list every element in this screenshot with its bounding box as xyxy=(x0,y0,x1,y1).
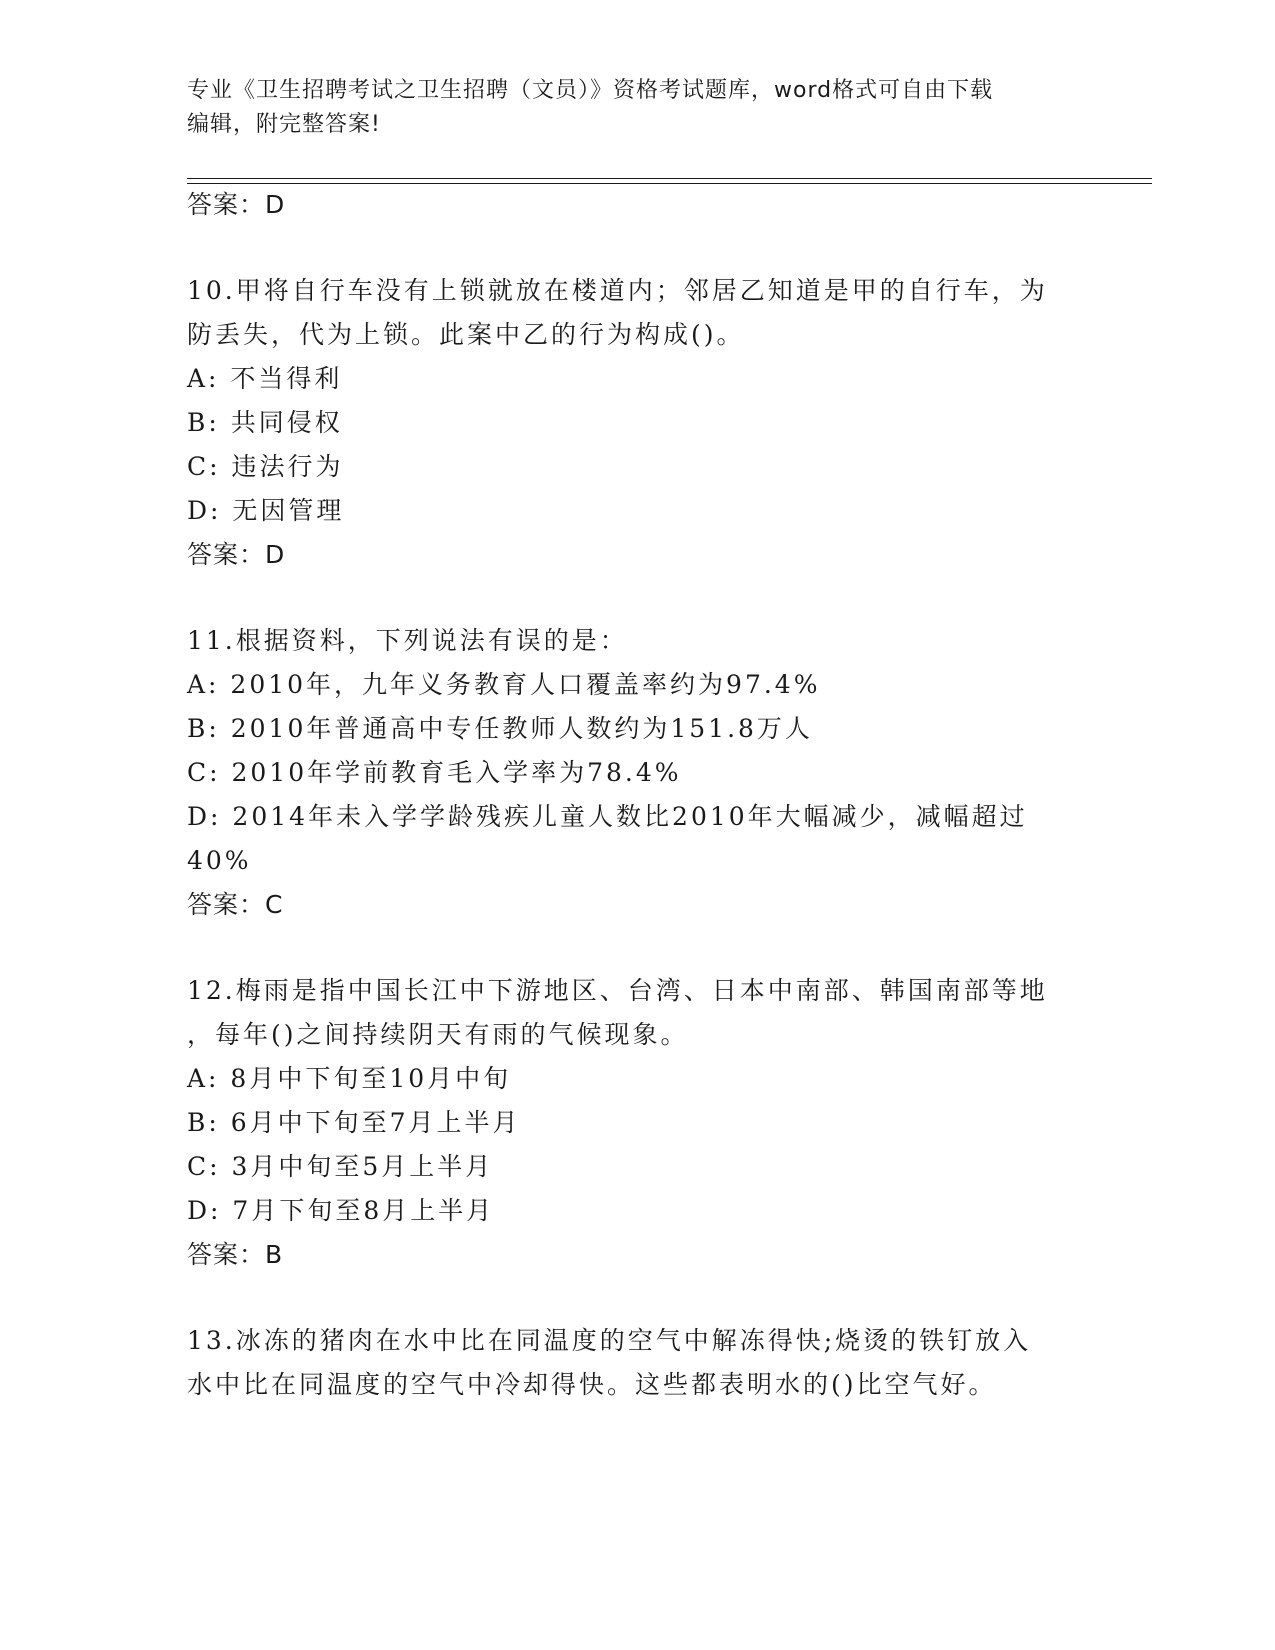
q10-answer: 答案：D xyxy=(187,540,286,569)
q11-option-c: C: 2010年学前教育毛入学率为78.4% xyxy=(187,758,682,787)
q12-option-c: C: 3月中旬至5月上半月 xyxy=(187,1152,494,1181)
document-header xyxy=(187,74,1067,142)
q10-option-d: D: 无因管理 xyxy=(187,496,345,525)
q11-stem-line-1: 11.根据资料，下列说法有误的是： xyxy=(187,626,628,655)
q10-stem-line-1: 10.甲将自行车没有上锁就放在楼道内；邻居乙知道是甲的自行车，为 xyxy=(187,276,1048,305)
q12-option-a: A: 8月中下旬至10月中旬 xyxy=(187,1064,512,1093)
q11-option-d-continued: 40% xyxy=(187,846,252,875)
q11-option-b: B: 2010年普通高中专任教师人数约为151.8万人 xyxy=(187,714,813,743)
q12-answer: 答案：B xyxy=(187,1240,284,1269)
q10-stem-line-2: 防丢失，代为上锁。此案中乙的行为构成()。 xyxy=(187,320,745,349)
header-line-1: 专业《卫生招聘考试之卫生招聘（文员）》资格考试题库，word格式可自由下载 xyxy=(187,78,994,103)
q13-stem-line-2: 水中比在同温度的空气中冷却得快。这些都表明水的()比空气好。 xyxy=(187,1370,997,1399)
q10-option-c: C: 违法行为 xyxy=(187,452,344,481)
q12-option-d: D: 7月下旬至8月上半月 xyxy=(187,1196,495,1225)
q11-option-a: A: 2010年，九年义务教育人口覆盖率约为97.4% xyxy=(187,670,821,699)
q10-option-b: B: 共同侵权 xyxy=(187,408,343,437)
q12-stem-line-1: 12.梅雨是指中国长江中下游地区、台湾、日本中南部、韩国南部等地 xyxy=(187,976,1048,1005)
previous-answer: 答案：D xyxy=(187,190,286,219)
q10-option-a: A: 不当得利 xyxy=(187,364,343,393)
q11-answer: 答案：C xyxy=(187,890,284,919)
header-line-2: 编辑，附完整答案! xyxy=(187,112,381,137)
q11-option-d: D: 2014年未入学学龄残疾儿童人数比2010年大幅减少，减幅超过 xyxy=(187,802,1028,831)
q12-stem-line-2: ，每年()之间持续阴天有雨的气候现象。 xyxy=(187,1020,689,1049)
header-divider-top xyxy=(187,178,1152,179)
q12-option-b: B: 6月中下旬至7月上半月 xyxy=(187,1108,521,1137)
q13-stem-line-1: 13.冰冻的猪肉在水中比在同温度的空气中解冻得快;烧烫的铁钉放入 xyxy=(187,1326,1032,1355)
header-divider-bottom xyxy=(187,183,1152,184)
